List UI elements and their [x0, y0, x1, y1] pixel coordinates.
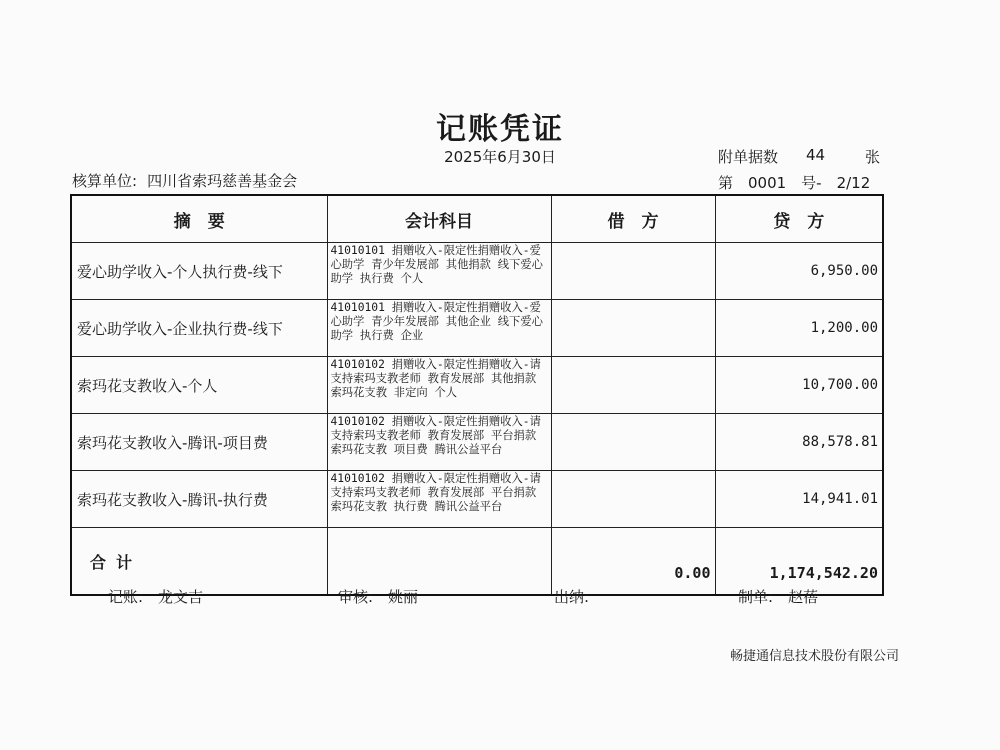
table-row: [71, 414, 883, 471]
attachment-label: 附单据数: [718, 148, 779, 166]
unit-label: 核算单位:: [72, 172, 138, 190]
voucher-date: 2025年6月30日: [444, 148, 556, 166]
header-credit: 贷 方: [715, 195, 883, 243]
cashier-signature: 出纳:: [554, 588, 590, 606]
voucher-title: 记账凭证: [436, 112, 564, 147]
row-debit: [551, 243, 715, 300]
row-credit: 10,700.00: [715, 357, 883, 414]
total-label: 合计: [71, 528, 327, 596]
unit-value: 四川省索玛慈善基金会: [147, 172, 298, 190]
table-header: [71, 195, 883, 243]
header-debit: 借 方: [551, 195, 715, 243]
table-row: [71, 357, 883, 414]
row-credit: 6,950.00: [715, 243, 883, 300]
row-summary: 爱心助学收入-企业执行费-线下: [71, 300, 327, 357]
auditor-signature: 审核: 姚丽: [338, 588, 419, 606]
table-row: [71, 471, 883, 528]
preparer-signature: 制单: 赵蓓: [738, 588, 819, 606]
row-credit: 88,578.81: [715, 414, 883, 471]
row-account: 41010101 捐赠收入-限定性捐赠收入-爱心助学 青少年发展部 其他企业 线下爱心助学 执行费 企业: [327, 300, 551, 357]
row-credit: 14,941.01: [715, 471, 883, 528]
row-credit: 1,200.00: [715, 300, 883, 357]
accounting-unit: [72, 170, 297, 191]
attachment-count: [718, 146, 880, 167]
header-summary: 摘 要: [71, 195, 327, 243]
row-debit: [551, 471, 715, 528]
bookkeeper-signature: 记账: 龙文吉: [108, 588, 204, 606]
attachment-number: 44: [806, 146, 826, 164]
software-company: 畅捷通信息技术股份有限公司: [730, 649, 900, 664]
attachment-unit: 张: [864, 148, 880, 166]
row-summary: 索玛花支教收入-腾讯-项目费: [71, 414, 327, 471]
row-debit: [551, 357, 715, 414]
table-row: [71, 243, 883, 300]
total-credit: 1,174,542.20: [715, 528, 883, 596]
row-account: 41010102 捐赠收入-限定性捐赠收入-请支持索玛支教老师 教育发展部 平台捐款 索玛花支教 执行费 腾讯公益平台: [327, 471, 551, 528]
table-row: [71, 300, 883, 357]
row-account: 41010102 捐赠收入-限定性捐赠收入-请支持索玛支教老师 教育发展部 其他捐款 索玛花支教 非定向 个人: [327, 357, 551, 414]
row-debit: [551, 414, 715, 471]
row-summary: 爱心助学收入-个人执行费-线下: [71, 243, 327, 300]
total-blank: [327, 528, 551, 596]
row-summary: 索玛花支教收入-个人: [71, 357, 327, 414]
row-account: 41010101 捐赠收入-限定性捐赠收入-爱心助学 青少年发展部 其他捐款 线下爱心助学 执行费 个人: [327, 243, 551, 300]
header-account: 会计科目: [327, 195, 551, 243]
total-row: [71, 528, 883, 596]
voucher-table: [70, 194, 884, 596]
row-debit: [551, 300, 715, 357]
total-debit: 0.00: [551, 528, 715, 596]
row-summary: 索玛花支教收入-腾讯-执行费: [71, 471, 327, 528]
row-account: 41010102 捐赠收入-限定性捐赠收入-请支持索玛支教老师 教育发展部 平台捐款 索玛花支教 项目费 腾讯公益平台: [327, 414, 551, 471]
voucher-number: 第 0001 号- 2/12: [718, 174, 871, 192]
